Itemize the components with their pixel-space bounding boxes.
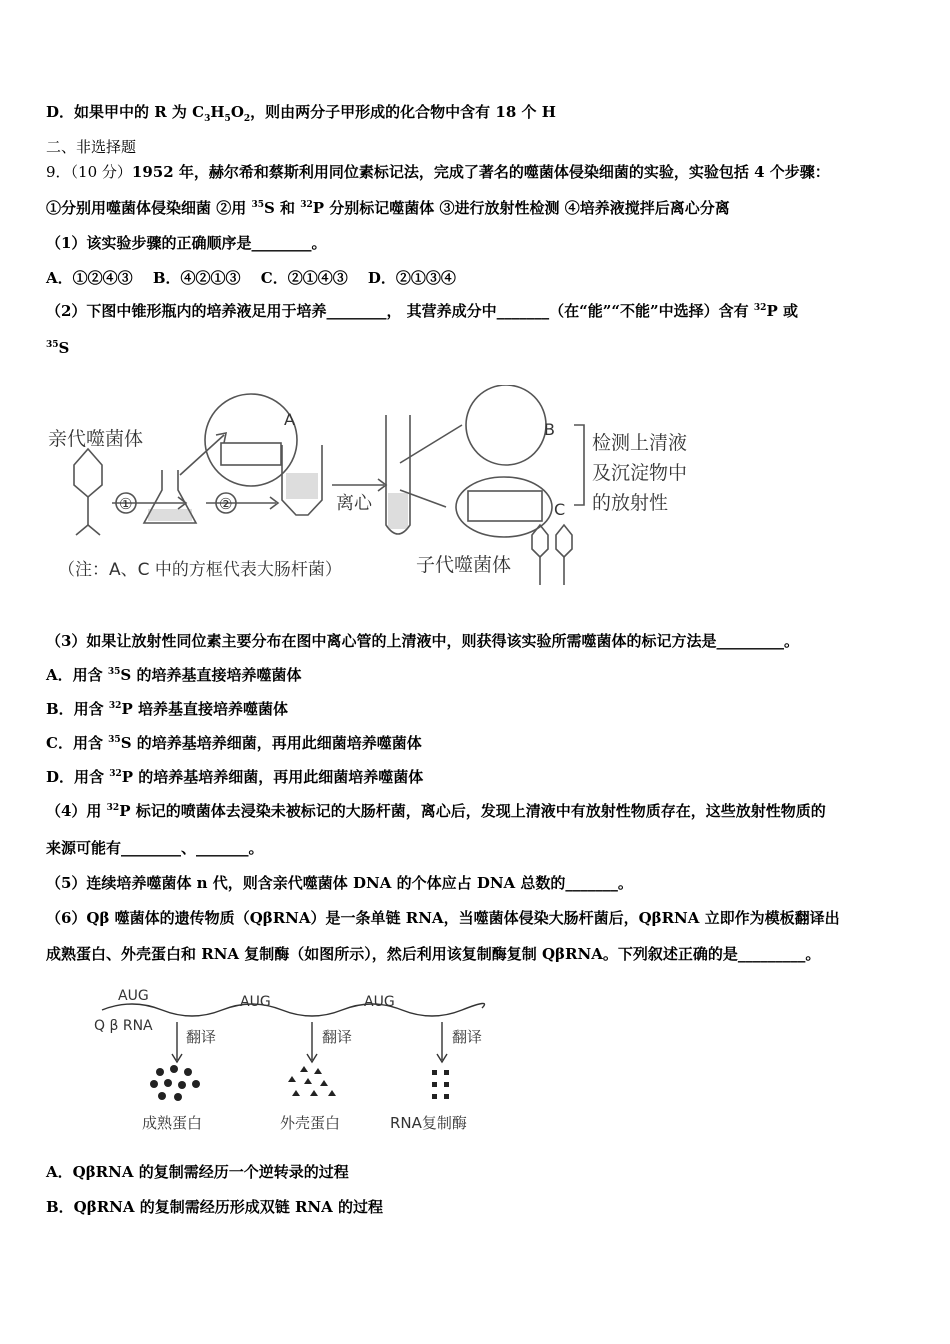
superscript: 32 <box>106 803 120 813</box>
aug-codon-1: AUG <box>118 988 149 1004</box>
detect-label-1: 检测上清液 <box>592 432 688 454</box>
superscript: 35 <box>108 735 121 745</box>
sediment-fill <box>388 493 408 529</box>
sub-question-6-cont: 成熟蛋白、外壳蛋白和 RNA 复制酶（如图所示），然后利用该复制酶复制 QβRNA。下列叙述正确的是_________。 <box>46 945 821 963</box>
text: P 培养基直接培养噬菌体 <box>121 700 288 718</box>
option-6a: A．QβRNA 的复制需经历一个逆转录的过程 <box>46 1163 349 1181</box>
bacteria-box-icon <box>221 443 281 465</box>
text: S <box>58 339 70 357</box>
bracket-icon <box>574 425 584 505</box>
bacteria-box-icon <box>468 491 542 521</box>
text: O <box>230 103 244 121</box>
text: P 标记的喷菌体去浸染未被标记的大肠杆菌，离心后，发现上清液中有放射性物质存在，这些放射性物质的 <box>119 802 826 820</box>
offspring-phage-icon <box>556 525 572 557</box>
rna-replicase-squares-icon <box>432 1070 449 1099</box>
phage-experiment-svg <box>44 385 704 600</box>
question-text: 1952 年，赫尔希和蔡斯利用同位素标记法，完成了著名的噬菌体侵染细菌的实验，实验包括 4 个步骤： <box>131 163 830 181</box>
sub-question-1-options: A．①②④③ B．④②①③ C．②①④③ D．②①③④ <box>46 269 456 287</box>
section-heading: 二、非选择题 <box>46 138 137 156</box>
superscript: 35 <box>46 340 59 350</box>
parent-phage-label: 亲代噬菌体 <box>48 428 144 450</box>
subscript: 3 <box>204 114 211 124</box>
mature-protein-dots-icon <box>150 1065 200 1101</box>
culture-fill <box>286 473 318 499</box>
sub-question-4 <box>46 801 826 821</box>
figure-note: （注：A、C 中的方框代表大肠杆菌） <box>58 560 342 580</box>
sub-question-2 <box>46 301 798 321</box>
text: C．用含 <box>46 734 109 752</box>
label-b: B <box>544 420 555 439</box>
phage-experiment-figure <box>44 385 704 600</box>
option-6b: B．QβRNA 的复制需经历形成双链 RNA 的过程 <box>46 1198 384 1216</box>
question-9 <box>46 162 830 182</box>
sub-question-3: （3）如果让放射性同位素主要分布在图中离心管的上清液中，则获得该实验所需噬菌体的标记方法是_________。 <box>46 632 799 650</box>
text: S 的培养基直接培养噬菌体 <box>120 666 302 684</box>
superscript: 32 <box>300 200 313 210</box>
text: P 的培养基培养细菌，再用此细菌培养噬菌体 <box>121 768 424 786</box>
superscript: 35 <box>107 667 121 677</box>
text: P 或 <box>766 302 798 320</box>
option-3c <box>46 733 422 753</box>
aug-codon-2: AUG <box>240 994 271 1010</box>
text: S 和 <box>263 199 301 217</box>
text: A．用含 <box>46 666 108 684</box>
sub-question-6: （6）Qβ 噬菌体的遗传物质（QβRNA）是一条单链 RNA，当噬菌体侵染大肠杆菌后，QβRNA 立即作为模板翻译出 <box>46 909 840 927</box>
rna-replicase-label: RNA复制酶 <box>390 1114 467 1132</box>
question-number: 9．（10 分） <box>46 163 132 181</box>
text: ，则由两分子甲形成的化合物中含有 18 个 H <box>250 103 556 121</box>
label-c: C <box>554 500 566 519</box>
text: D．用含 <box>46 768 110 786</box>
option-3a <box>46 665 301 685</box>
step2-label: ② <box>219 495 233 513</box>
sub-question-4-cont: 来源可能有________、_______。 <box>46 839 264 857</box>
phage-head-icon <box>74 449 102 497</box>
text: （2）下图中锥形瓶内的培养液足用于培养________， 其营养成分中_______（在“能”“不能”中选择）含有 <box>46 302 754 320</box>
culture-fill <box>148 509 192 521</box>
arrow-icon <box>180 435 224 475</box>
option-3b <box>46 699 288 719</box>
supernatant-circle-b-icon <box>466 385 546 465</box>
coat-protein-triangles-icon <box>288 1066 336 1096</box>
translate-label-3: 翻译 <box>452 1028 483 1046</box>
superscript: 35 <box>251 200 264 210</box>
steps-line <box>46 198 730 218</box>
qbeta-rna-figure <box>92 980 532 1140</box>
text: S 的培养基培养细菌，再用此细菌培养噬菌体 <box>120 734 422 752</box>
translate-label-1: 翻译 <box>186 1028 217 1046</box>
qbeta-rna-svg <box>92 980 532 1140</box>
subscript: 2 <box>243 114 251 124</box>
text: B．用含 <box>46 700 109 718</box>
text: （4）用 <box>46 802 107 820</box>
detect-label-2: 及沉淀物中 <box>592 462 688 484</box>
mature-protein-label: 成熟蛋白 <box>142 1114 203 1132</box>
translate-label-2: 翻译 <box>322 1028 353 1046</box>
text: H <box>210 103 225 121</box>
offspring-label: 子代噬菌体 <box>416 554 512 576</box>
sub-question-5: （5）连续培养噬菌体 n 代，则含亲代噬菌体 DNA 的个体应占 DNA 总数的_______。 <box>46 874 633 892</box>
superscript: 32 <box>109 769 122 779</box>
text: 如果甲中的 R 为 C <box>74 103 205 121</box>
superscript: 32 <box>108 701 122 711</box>
superscript: 32 <box>753 303 767 313</box>
phage-fibers-icon <box>76 525 100 535</box>
coat-protein-label: 外壳蛋白 <box>280 1114 341 1132</box>
option-d-q8 <box>46 102 556 122</box>
sub-question-2-cont <box>46 338 69 358</box>
detect-label-3: 的放射性 <box>592 492 669 514</box>
label-a: A <box>284 410 295 429</box>
centrifuge-label: 离心 <box>336 493 372 514</box>
aug-codon-3: AUG <box>364 994 395 1010</box>
step1-label: ① <box>119 495 133 513</box>
subscript: 5 <box>224 114 231 124</box>
rna-label: Q β RNA <box>94 1018 153 1034</box>
text: P 分别标记噬菌体 ③进行放射性检测 ④培养液搅拌后离心分离 <box>312 199 730 217</box>
option-3d <box>46 767 423 787</box>
sub-question-1: （1）该实验步骤的正确顺序是________。 <box>46 234 327 252</box>
option-label: D． <box>46 103 75 121</box>
rna-strand <box>102 1003 485 1016</box>
text: ①分别用噬菌体侵染细菌 ②用 <box>46 199 252 217</box>
